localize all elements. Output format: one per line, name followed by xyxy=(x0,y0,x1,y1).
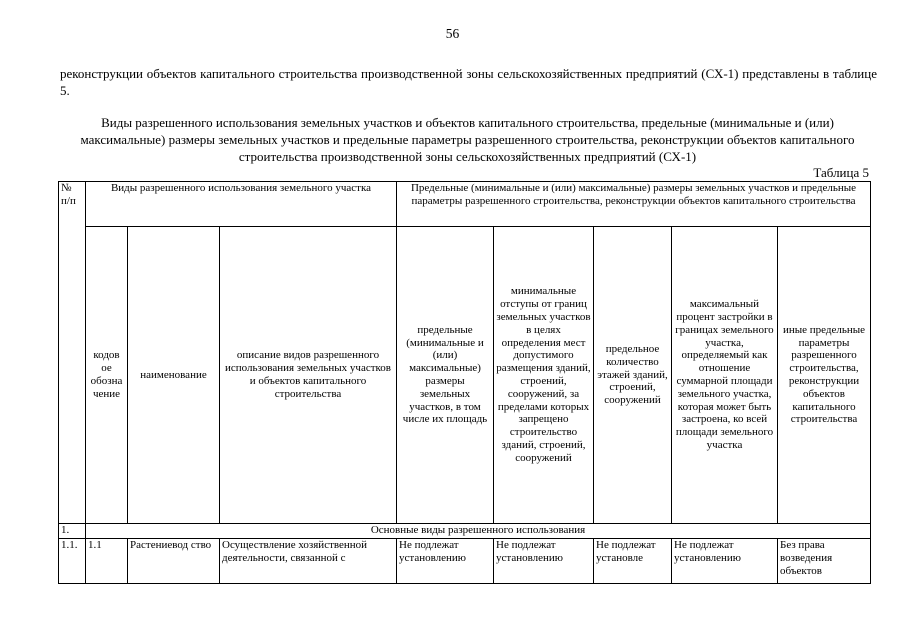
table-label: Таблица 5 xyxy=(813,165,869,180)
subheader-sizes: предельные (минимальные и (или) максимальные) размеры земельных участков, в том числе их площадь xyxy=(397,227,494,524)
page-number: 56 xyxy=(445,26,460,41)
row-setbacks: Не подлежат установлению xyxy=(496,539,564,564)
intro-paragraph: реконструкции объектов капитального строительства производственной зоны сельскохозяйственных предприятий (СХ-1) представлены в таблице 5. xyxy=(60,66,877,98)
subheader-code: кодов ое обозна чение xyxy=(86,227,128,524)
table-subheader-row xyxy=(59,227,871,524)
subheader-floors: предельное количество этажей зданий, строений, сооружений xyxy=(594,227,672,524)
row-sizes: Не подлежат установлению xyxy=(399,539,467,564)
header-permitted-use: Виды разрешенного использования земельного участка xyxy=(86,182,397,227)
header-limits: Предельные (минимальные и (или) максимальные) размеры земельных участков и предельные параметры разрешенного строительства, реконструкции объектов капитального строительства xyxy=(397,182,871,227)
zoning-table xyxy=(58,181,871,584)
subheader-other: иные предельные параметры разрешенного строительства, реконструкции объектов капитального строительства xyxy=(778,227,871,524)
section-number: 1. xyxy=(59,524,86,539)
subheader-name: наименование xyxy=(128,227,220,524)
row-number: 1.1. xyxy=(61,539,78,551)
section-title: Основные виды разрешенного использования xyxy=(86,524,871,539)
table-caption: Виды разрешенного использования земельных участков и объектов капитального строительства, предельные (минимальные и (или) максимальные) размеры земельных участков и предельные параметры разрешенного строительства, реконструкции объектов капитального строительства производственной зоны сельскохозяйственных предприятий (СХ-1) xyxy=(80,115,855,164)
section-row xyxy=(59,524,871,539)
row-other: Без права возведения объектов xyxy=(780,539,833,577)
table-row xyxy=(59,539,871,584)
table-header-row xyxy=(59,182,871,227)
subheader-coverage: максимальный процент застройки в границах земельного участка, определяемый как отношение суммарной площади земельного участка, которая может быть застроена, ко всей площади земельного участка xyxy=(672,227,778,524)
subheader-setbacks: минимальные отступы от границ земельных участков в целях определения мест допустимого размещения зданий, строений, сооружений, за пределами которых запрещено строительство зданий, строений, сооружений xyxy=(494,227,594,524)
row-description: Осуществление хозяйственной деятельности, связанной с xyxy=(222,539,368,564)
row-floors: Не подлежат установле xyxy=(596,539,656,564)
row-name: Растениевод ство xyxy=(130,539,212,551)
header-number: № п/п xyxy=(59,182,86,524)
subheader-description: описание видов разрешенного использования земельных участков и объектов капитального строительства xyxy=(220,227,397,524)
row-code: 1.1 xyxy=(88,539,102,551)
row-coverage: Не подлежат установлению xyxy=(674,539,742,564)
